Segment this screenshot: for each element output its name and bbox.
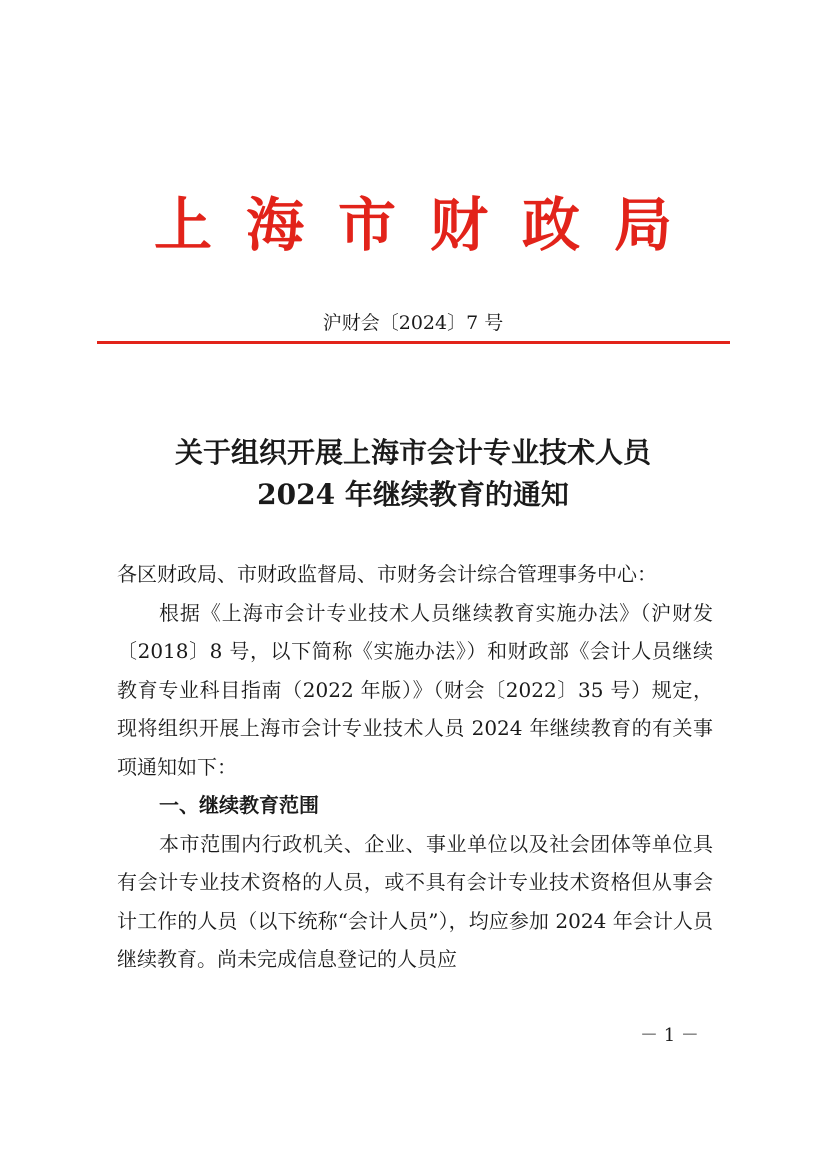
- notice-title-line-1: 关于组织开展上海市会计专业技术人员: [174, 436, 651, 469]
- paragraph-intro: 根据《上海市会计专业技术人员继续教育实施办法》（沪财发〔2018〕8 号，以下简称《实施办法》）和财政部《会计人员继续教育专业科目指南（2022 年版）》（财会〔2022〕35 号）规定，现将组织开展上海市会计专业技术人员 2024 年继续教育的有关事项通知如下：: [117, 600, 713, 779]
- notice-title: [0, 432, 826, 516]
- masthead-title: 上海市财政局: [153, 191, 706, 259]
- addressee: 各区财政局、市财政监督局、市财务会计综合管理事务中心：: [117, 562, 657, 586]
- paragraph-scope: 本市范围内行政机关、企业、事业单位以及社会团体等单位具有会计专业技术资格的人员，或不具有会计专业技术资格但从事会计工作的人员（以下统称“会计人员”），均应参加 2024 年会计人员继续教育。尚未完成信息登记的人员应: [117, 831, 713, 971]
- document-number: 沪财会〔2024〕7 号: [322, 312, 504, 334]
- document-body: [117, 555, 713, 979]
- red-divider-line: [97, 341, 730, 344]
- page-number: － 1 －: [640, 1025, 699, 1046]
- notice-title-line-2: 2024 年继续教育的通知: [257, 478, 569, 511]
- section-heading-scope: 一、继续教育范围: [159, 793, 319, 817]
